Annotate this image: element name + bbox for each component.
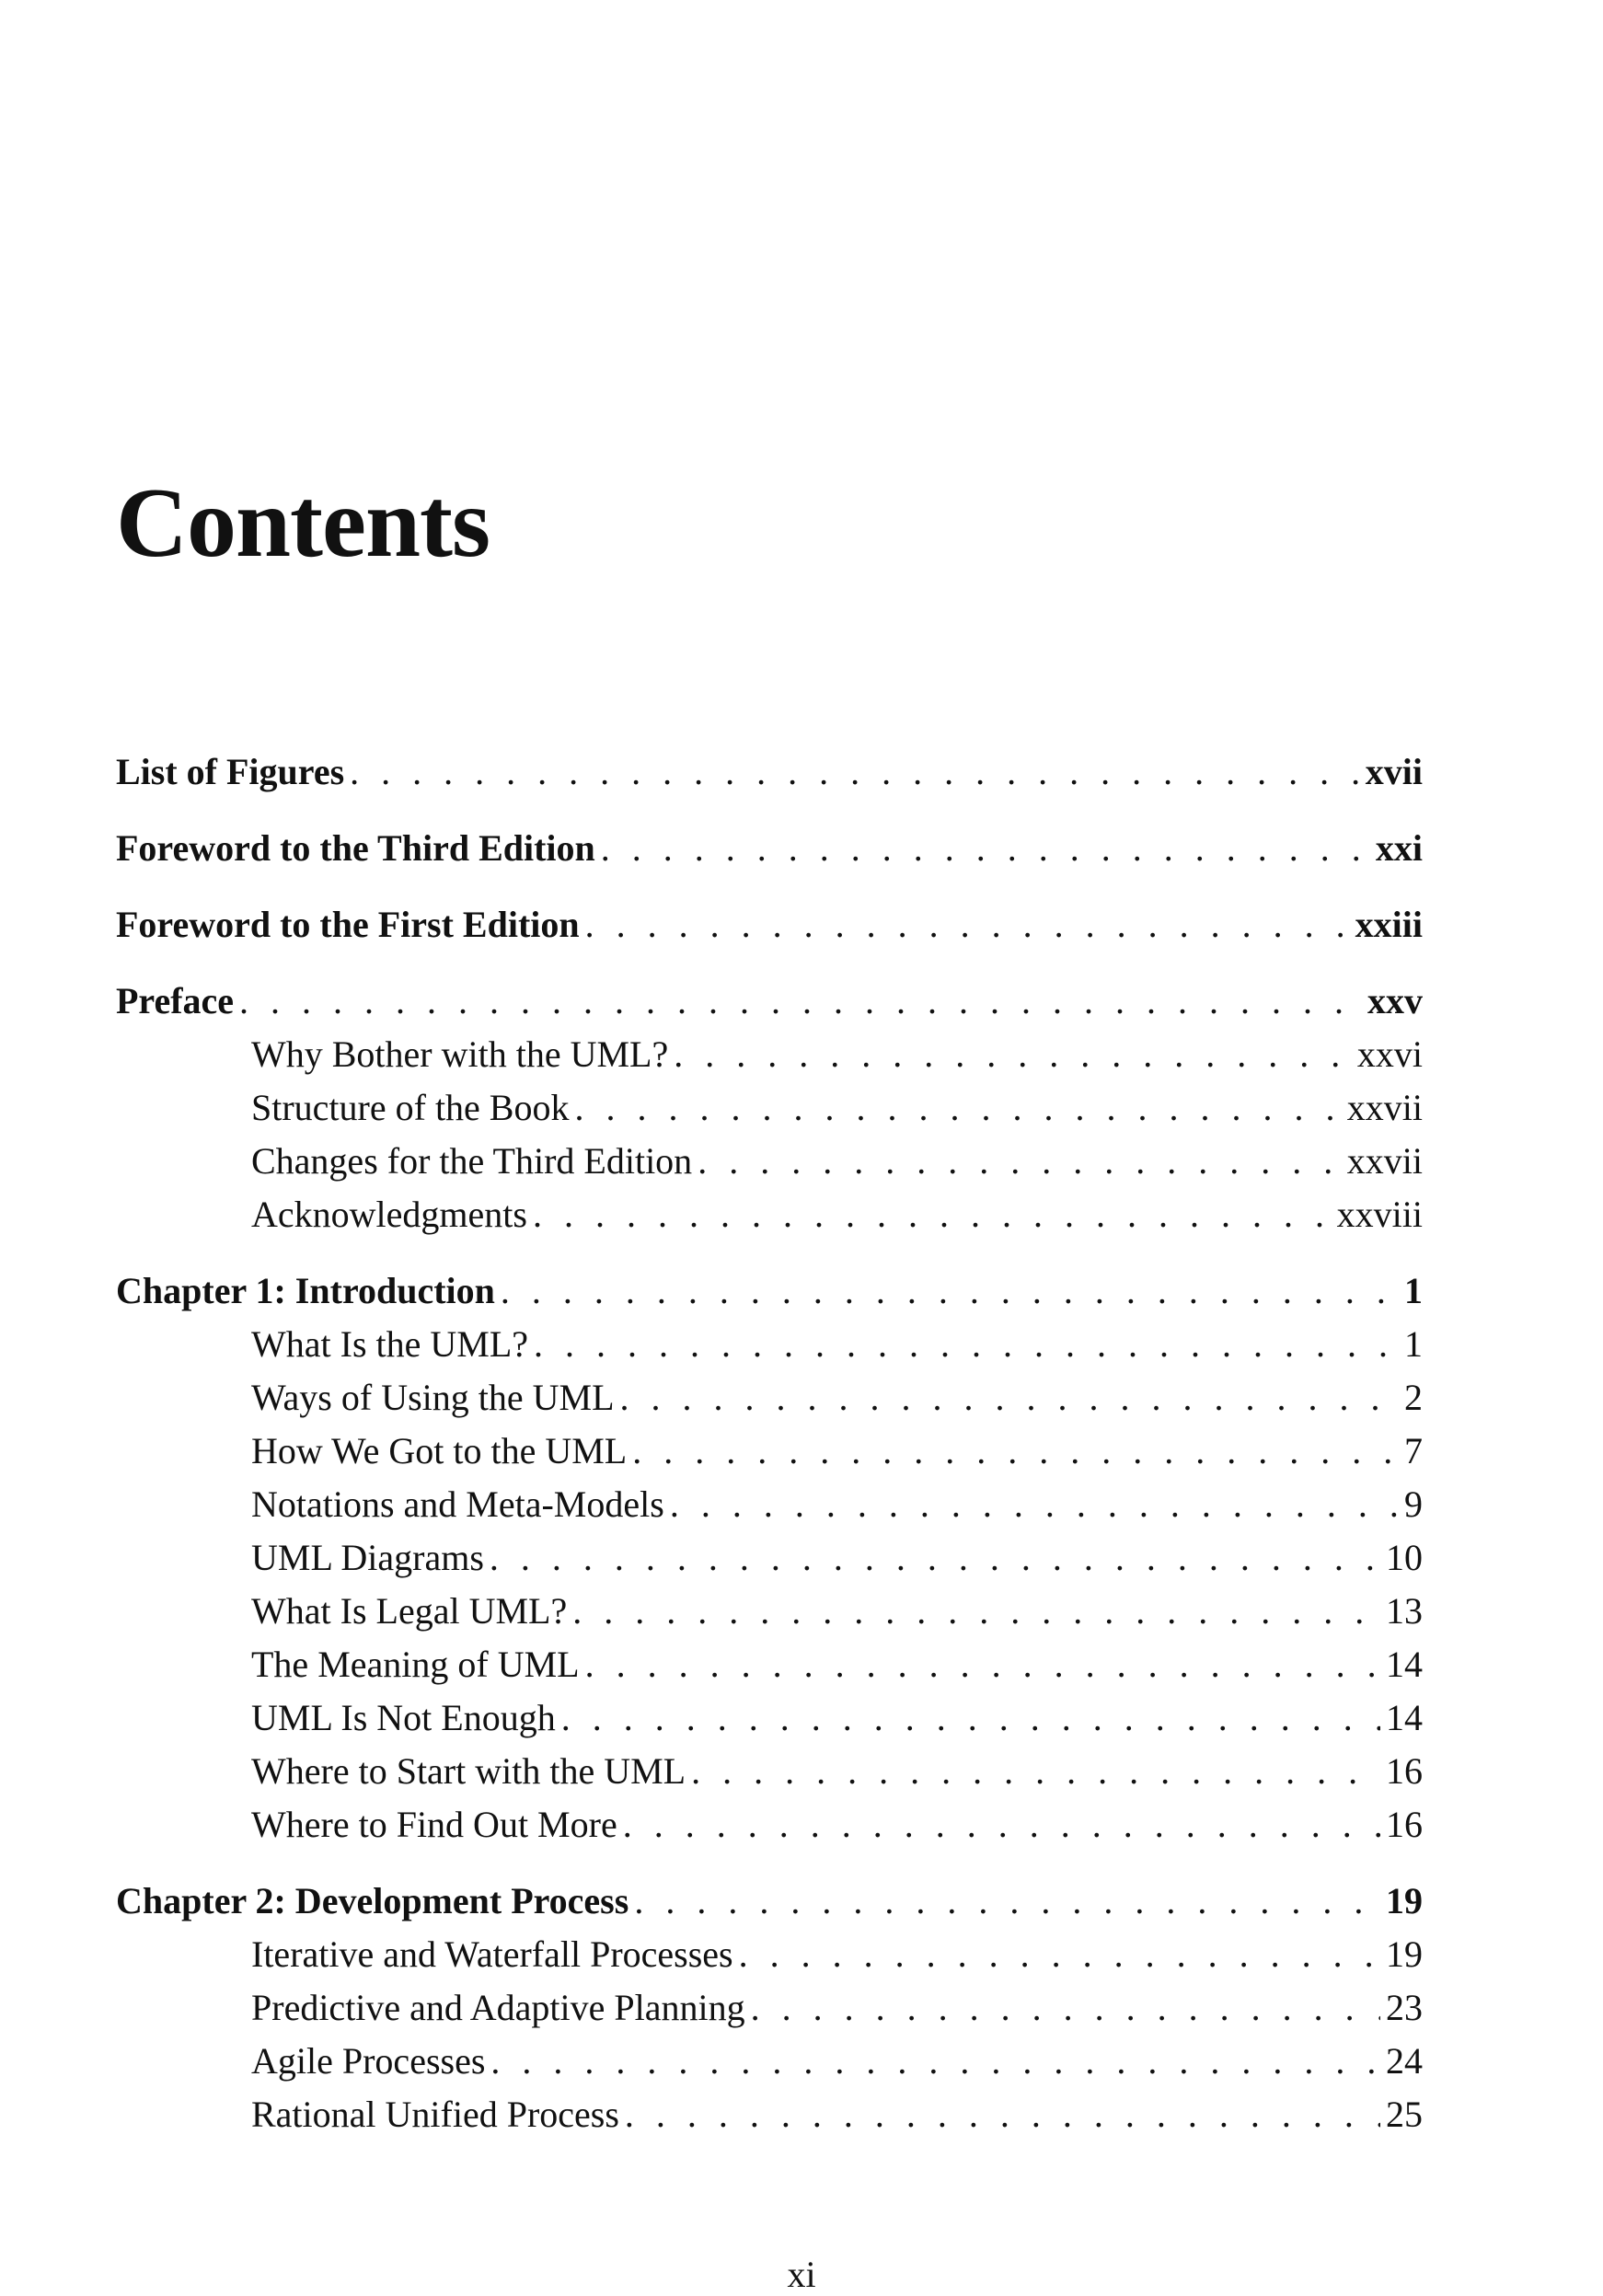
toc-entry-page-number: 23 xyxy=(1386,1987,1423,2028)
toc-entry-sub xyxy=(116,1322,1423,1376)
dot-leader xyxy=(575,1086,1342,1129)
toc-entry-title: Predictive and Adaptive Planning xyxy=(251,1987,745,2028)
dot-leader xyxy=(601,826,1370,870)
toc-entry-sub xyxy=(116,2093,1423,2146)
toc-entry-title: Acknowledgments xyxy=(251,1194,527,1235)
toc-entry-sub xyxy=(116,1749,1423,1803)
dot-leader xyxy=(632,1429,1399,1472)
toc-entry-title: UML Diagrams xyxy=(251,1537,484,1578)
dot-leader xyxy=(534,1322,1399,1366)
toc-entry-page-number: 24 xyxy=(1386,2040,1423,2082)
dot-leader xyxy=(490,1536,1380,1579)
toc-entry-main xyxy=(116,1269,1423,1322)
toc-entry-page-number: xxi xyxy=(1375,827,1423,869)
toc-entry-main xyxy=(116,903,1423,956)
toc-entry-title: Preface xyxy=(116,980,235,1021)
dot-leader xyxy=(501,1269,1399,1312)
toc-entry-page-number: xvii xyxy=(1365,751,1423,792)
toc-entry-page-number: 25 xyxy=(1386,2094,1423,2135)
toc-entry-main xyxy=(116,979,1423,1033)
toc-entry-page-number: 10 xyxy=(1386,1537,1423,1578)
dot-leader xyxy=(533,1193,1332,1236)
dot-leader xyxy=(623,1803,1380,1846)
dot-leader xyxy=(674,1033,1352,1076)
toc-entry-page-number: 1 xyxy=(1404,1323,1423,1365)
toc-entry-page-number: xxviii xyxy=(1336,1194,1423,1235)
page-number: xi xyxy=(787,2254,816,2295)
dot-leader xyxy=(561,1696,1380,1739)
toc-entry-sub xyxy=(116,1376,1423,1429)
toc-entry-title: What Is Legal UML? xyxy=(251,1590,568,1632)
toc-entry-title: Structure of the Book xyxy=(251,1087,570,1128)
toc-entry-page-number: 16 xyxy=(1386,1750,1423,1792)
toc-entry-sub xyxy=(116,1139,1423,1193)
toc-entry-sub xyxy=(116,1429,1423,1483)
toc-entry-sub xyxy=(116,1643,1423,1696)
toc-entry-page-number: 19 xyxy=(1386,1933,1423,1975)
toc-entry-title: Agile Processes xyxy=(251,2040,486,2082)
toc-entry-page-number: xxvii xyxy=(1346,1087,1423,1128)
toc-entry-page-number: xxvii xyxy=(1346,1140,1423,1182)
toc-entry-title: Chapter 1: Introduction xyxy=(116,1270,495,1311)
dot-leader xyxy=(751,1986,1380,2029)
toc-entry-title: Foreword to the First Edition xyxy=(116,904,580,945)
toc-entry-title: List of Figures xyxy=(116,751,345,792)
dot-leader xyxy=(691,1749,1380,1793)
dot-leader xyxy=(739,1933,1380,1976)
toc-entry-sub xyxy=(116,1033,1423,1086)
toc-entry-title: What Is the UML? xyxy=(251,1323,529,1365)
toc-entry-sub xyxy=(116,1696,1423,1749)
page-title: Contents xyxy=(116,468,490,578)
dot-leader xyxy=(585,903,1350,946)
toc-entry-sub xyxy=(116,1086,1423,1139)
toc-entry-page-number: 9 xyxy=(1404,1483,1423,1525)
toc-entry-main xyxy=(116,1879,1423,1933)
toc-entry-page-number: xxiii xyxy=(1355,904,1423,945)
toc-entry-title: Ways of Using the UML xyxy=(251,1377,615,1418)
toc-entry-main xyxy=(116,750,1423,803)
toc-entry-page-number: xxvi xyxy=(1356,1033,1423,1075)
toc-entry-title: Iterative and Waterfall Processes xyxy=(251,1933,733,1975)
toc-entry-sub xyxy=(116,1986,1423,2039)
toc-entry-page-number: 14 xyxy=(1386,1644,1423,1685)
toc-entry-page-number: 2 xyxy=(1404,1377,1423,1418)
toc-entry-title: Foreword to the Third Edition xyxy=(116,827,595,869)
toc-entry-title: Where to Start with the UML xyxy=(251,1750,686,1792)
toc-entry-page-number: xxv xyxy=(1367,980,1423,1021)
toc-entry-page-number: 14 xyxy=(1386,1697,1423,1738)
dot-leader xyxy=(490,2039,1380,2083)
toc-entry-sub xyxy=(116,1803,1423,1856)
toc-entry-title: Chapter 2: Development Process xyxy=(116,1880,629,1921)
toc-entry-title: Why Bother with the UML? xyxy=(251,1033,669,1075)
dot-leader xyxy=(634,1879,1380,1922)
toc-entry-page-number: 1 xyxy=(1404,1270,1423,1311)
dot-leader xyxy=(572,1589,1380,1633)
dot-leader xyxy=(239,979,1362,1022)
toc-entry-title: Rational Unified Process xyxy=(251,2094,619,2135)
dot-leader xyxy=(585,1643,1380,1686)
toc-entry-sub xyxy=(116,1589,1423,1643)
toc-entry-sub xyxy=(116,1536,1423,1589)
toc-entry-title: Changes for the Third Edition xyxy=(251,1140,693,1182)
toc-entry-page-number: 19 xyxy=(1386,1880,1423,1921)
toc-entry-main xyxy=(116,826,1423,880)
toc-entry-sub xyxy=(116,1483,1423,1536)
toc-entry-title: How We Got to the UML xyxy=(251,1430,628,1471)
toc-entry-sub xyxy=(116,1933,1423,1986)
toc-entry-sub xyxy=(116,2039,1423,2093)
dot-leader xyxy=(670,1483,1399,1526)
toc-entry-page-number: 16 xyxy=(1386,1804,1423,1845)
toc-entry-title: Notations and Meta-Models xyxy=(251,1483,664,1525)
toc-entry-page-number: 7 xyxy=(1404,1430,1423,1471)
toc-entry-title: UML Is Not Enough xyxy=(251,1697,556,1738)
toc-entry-sub xyxy=(116,1193,1423,1246)
table-of-contents xyxy=(116,750,1423,2146)
toc-entry-title: The Meaning of UML xyxy=(251,1644,580,1685)
dot-leader xyxy=(620,1376,1399,1419)
dot-leader xyxy=(625,2093,1380,2136)
dot-leader xyxy=(350,750,1360,793)
toc-entry-page-number: 13 xyxy=(1386,1590,1423,1632)
dot-leader xyxy=(698,1139,1342,1183)
toc-entry-title: Where to Find Out More xyxy=(251,1804,617,1845)
